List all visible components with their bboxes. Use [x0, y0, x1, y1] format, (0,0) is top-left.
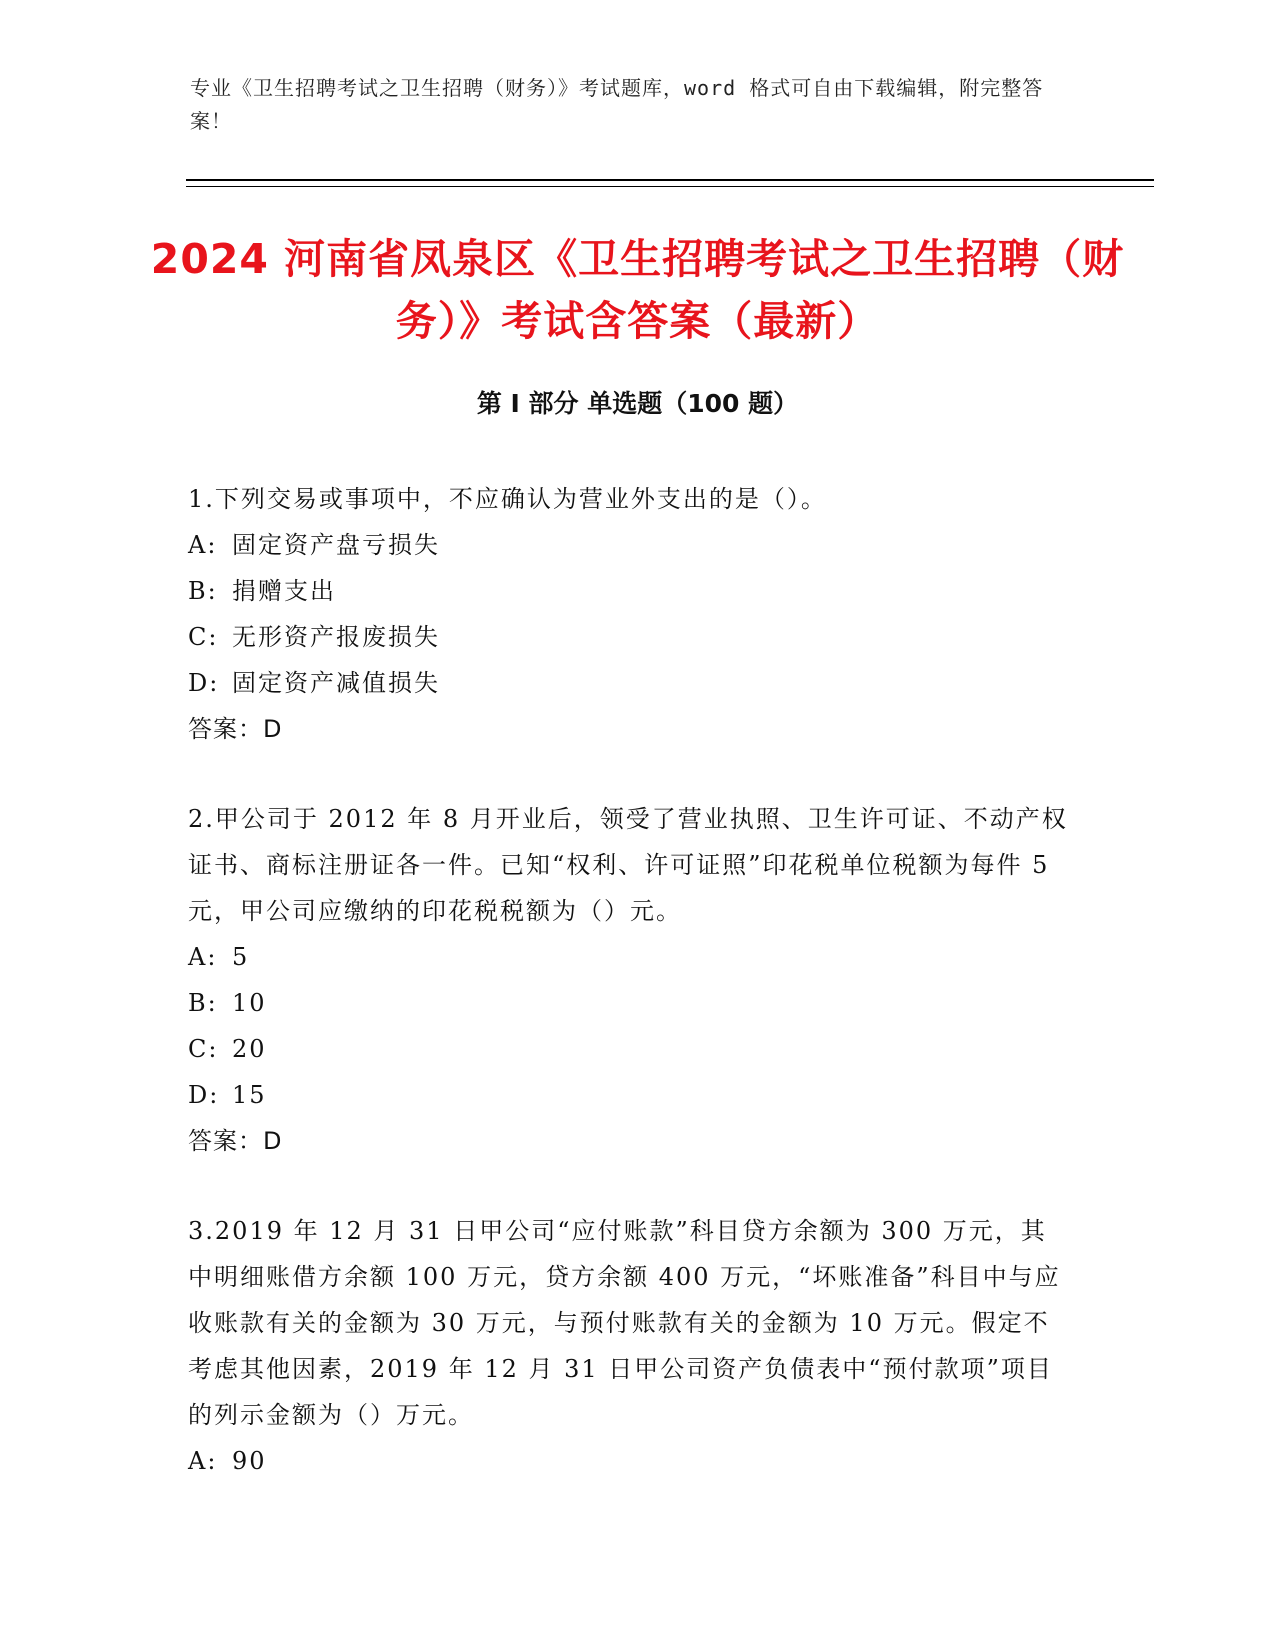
option-a [188, 522, 1068, 568]
option-text: 捐赠支出 [232, 577, 336, 605]
option-text: 固定资产减值损失 [232, 669, 440, 697]
option-a [188, 1438, 1068, 1484]
option-d [188, 660, 1068, 706]
option-a [188, 934, 1068, 980]
document-title: 2024 河南省凤泉区《卫生招聘考试之卫生招聘（财务）》考试含答案（最新） [150, 235, 1125, 345]
option-letter: B: [188, 989, 218, 1017]
answer-label: 答案：D [188, 715, 283, 743]
option-text: 90 [232, 1447, 267, 1475]
header-divider [186, 179, 1154, 181]
option-text: 10 [232, 989, 267, 1017]
option-text: 固定资产盘亏损失 [232, 531, 440, 559]
answer-label: 答案：D [188, 1127, 283, 1155]
question-3 [188, 1208, 1068, 1484]
question-1 [188, 476, 1068, 752]
option-b [188, 568, 1068, 614]
option-letter: C: [188, 1035, 219, 1063]
option-letter: A: [188, 943, 218, 971]
option-letter: D: [188, 669, 220, 697]
option-c [188, 1026, 1068, 1072]
option-letter: B: [188, 577, 218, 605]
question-list [188, 476, 1068, 1528]
option-c [188, 614, 1068, 660]
option-text: 无形资产报废损失 [232, 623, 440, 651]
option-text: 15 [232, 1081, 267, 1109]
option-letter: C: [188, 623, 219, 651]
header-divider-thin [186, 186, 1154, 187]
option-letter: A: [188, 531, 218, 559]
question-stem: 3.2019 年 12 月 31 日甲公司“应付账款”科目贷方余额为 300 万元，其中明细账借方余额 100 万元，贷方余额 400 万元，“坏账准备”科目中与应收账款有关的金额为 30 万元，与预付账款有关的金额为 10 万元。假定不考虑其他因素，2019 年 12 月 31 日甲公司资产负债表中“预付款项”项目的列示金额为（）万元。 [188, 1217, 1061, 1429]
option-letter: A: [188, 1447, 218, 1475]
header-note: 专业《卫生招聘考试之卫生招聘（财务）》考试题库，word 格式可自由下载编辑，附完整答案！ [190, 76, 1044, 133]
question-2 [188, 796, 1068, 1164]
question-stem: 1.下列交易或事项中，不应确认为营业外支出的是（）。 [188, 485, 827, 513]
option-b [188, 980, 1068, 1026]
option-d [188, 1072, 1068, 1118]
option-text: 5 [232, 943, 250, 971]
option-letter: D: [188, 1081, 220, 1109]
section-title: 第 I 部分 单选题（100 题） [476, 389, 799, 418]
option-text: 20 [232, 1035, 267, 1063]
question-stem: 2.甲公司于 2012 年 8 月开业后，领受了营业执照、卫生许可证、不动产权证书、商标注册证各一件。已知“权利、许可证照”印花税单位税额为每件 5 元，甲公司应缴纳的印花税税额为（）元。 [188, 805, 1068, 925]
